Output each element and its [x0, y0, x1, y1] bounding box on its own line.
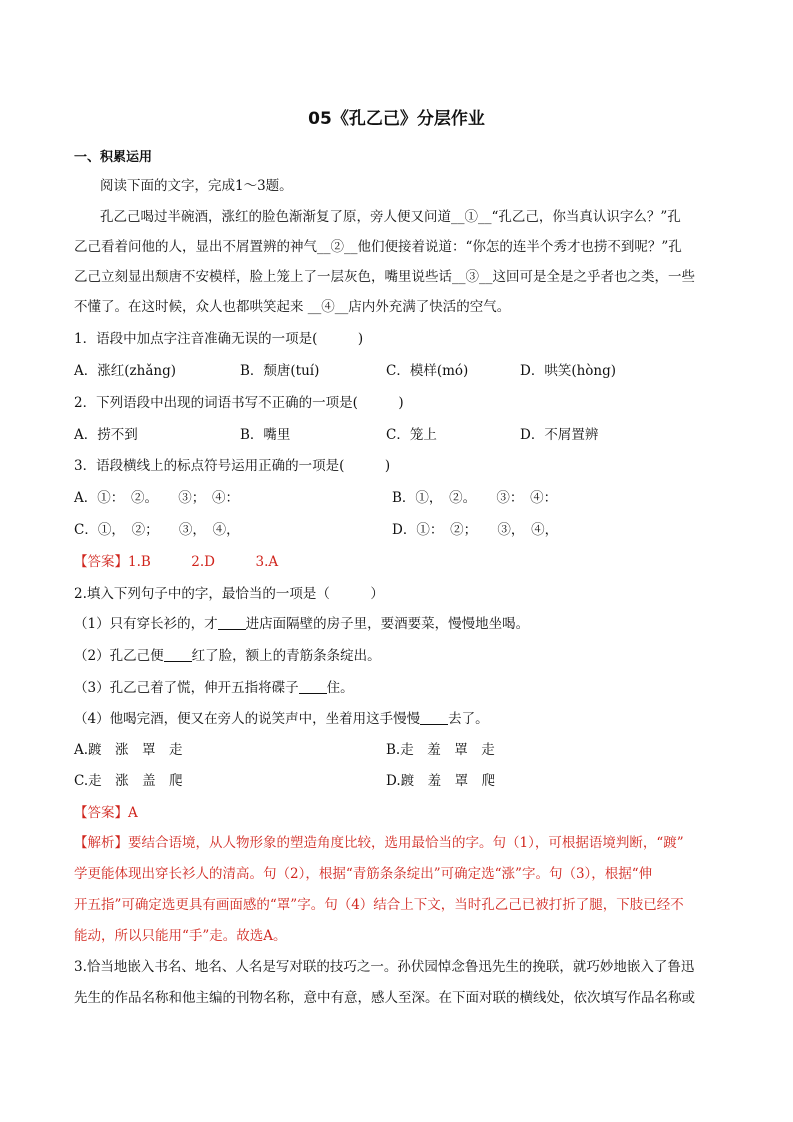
- analysis-label: 【解析】: [74, 835, 128, 851]
- passage-line-3: 乙己立刻显出颓唐不安模样，脸上笼上了一层灰色，嘴里说些话__③__这回可是全是之乎者也之类，一些: [74, 269, 695, 285]
- sentence-text: 去了。: [448, 711, 489, 727]
- q2-option-d: D．不屑置辨: [520, 427, 599, 443]
- q1-option-b: B．颓唐(tuí): [240, 363, 320, 379]
- q4-option-c: C.走 涨 盖 爬: [74, 773, 183, 789]
- q1-option-c: C．模样(mó): [386, 363, 469, 379]
- q2-option-c: C．笼上: [386, 427, 437, 443]
- passage-line-1: 孔乙己喝过半碗酒，涨红的脸色渐渐复了原，旁人便又问道__①__“孔乙己，你当真认识字么？”孔: [100, 209, 681, 225]
- question-1-stem: 1．语段中加点字注音准确无误的一项是( ): [74, 331, 364, 347]
- question-5-line-2: 先生的作品名称和他主编的刊物名称，意中有意，感人至深。在下面对联的横线处，依次填写作品名称或: [74, 990, 695, 1006]
- section-heading: 一、积累运用: [74, 150, 153, 165]
- fill-blank: [299, 679, 327, 694]
- q4-sentence-1: [74, 614, 529, 634]
- q3-option-a: A．①： ②。 ③； ④：: [74, 490, 239, 506]
- passage-line-2: 乙己看着问他的人，显出不屑置辨的神气__②__他们便接着说道：“你怎的连半个秀才也捞不到呢？”孔: [74, 239, 682, 255]
- analysis-text: 要结合语境，从人物形象的塑造角度比较，选用最恰当的字。句（1），可根据语境判断，“踱”: [128, 835, 684, 851]
- question-5-line-1: 3.恰当地嵌入书名、地名、人名是写对联的技巧之一。孙伏园悼念鲁迅先生的挽联，就巧妙地嵌入了鲁迅: [74, 959, 695, 975]
- q2-option-b: B．嘴里: [240, 427, 291, 443]
- question-2-stem: 2．下列语段中出现的词语书写不正确的一项是( ): [74, 395, 404, 411]
- q3-option-d: D．①： ②； ③， ④，: [392, 522, 559, 538]
- q1-option-a: A．涨红(zhǎng): [74, 363, 176, 379]
- page-title: 05《孔乙己》分层作业: [308, 109, 485, 129]
- reading-intro: 阅读下面的文字，完成1～3题。: [100, 178, 293, 194]
- question-3-stem: 3．语段横线上的标点符号运用正确的一项是( ): [74, 458, 391, 474]
- analysis-line-4: 能动，所以只能用“手”走。故选A。: [74, 928, 287, 944]
- q4-sentence-2: [74, 646, 381, 666]
- answer-label: 【答案】: [74, 554, 128, 570]
- q4-sentence-3: [74, 678, 354, 698]
- answer-text: 1.B 2.D 3.A: [128, 554, 279, 570]
- q4-sentence-4: [74, 709, 489, 729]
- sentence-text: 进店面隔壁的房子里，要酒要菜，慢慢地坐喝。: [245, 616, 530, 632]
- passage-line-4: 不懂了。在这时候，众人也都哄笑起来 __④__店内外充满了快活的空气。: [74, 299, 511, 315]
- q4-option-d: D.踱 羞 罩 爬: [386, 773, 496, 789]
- answer-block-1: [74, 552, 278, 572]
- question-4-stem: 2.填入下列句子中的字，最恰当的一项是（ ）: [74, 586, 384, 602]
- sentence-text: （3）孔乙己着了慌，伸开五指将碟子: [74, 680, 299, 696]
- fill-blank: [218, 615, 246, 630]
- fill-blank: [164, 647, 192, 662]
- analysis-line-1: [74, 833, 684, 853]
- answer-text: A: [128, 805, 138, 821]
- q2-option-a: A．捞不到: [74, 427, 138, 443]
- fill-blank: [420, 710, 448, 725]
- answer-label: 【答案】: [74, 805, 128, 821]
- sentence-text: （2）孔乙己便: [74, 648, 164, 664]
- q3-option-b: B．①， ②。 ③： ④：: [392, 490, 558, 506]
- answer-block-2: [74, 803, 138, 823]
- q4-option-b: B.走 羞 罩 走: [386, 742, 495, 758]
- sentence-text: （1）只有穿长衫的，才: [74, 616, 218, 632]
- q1-option-d: D．哄笑(hòng): [520, 363, 617, 379]
- q4-option-a: A.踱 涨 罩 走: [74, 742, 183, 758]
- analysis-line-3: 开五指”可确定选更具有画面感的“罩”字。句（4）结合上下文，当时孔乙己已被打折了腿，下肢已经不: [74, 897, 684, 913]
- sentence-text: 红了脸，额上的青筋条条绽出。: [191, 648, 381, 664]
- sentence-text: 住。: [326, 680, 354, 696]
- analysis-line-2: 学更能体现出穿长衫人的清高。句（2），根据“青筋条条绽出”可确定选“涨”字。句（3），根据“伸: [74, 866, 653, 882]
- q3-option-c: C．①， ②； ③， ④，: [74, 522, 240, 538]
- sentence-text: （4）他喝完酒，便又在旁人的说笑声中，坐着用这手慢慢: [74, 711, 421, 727]
